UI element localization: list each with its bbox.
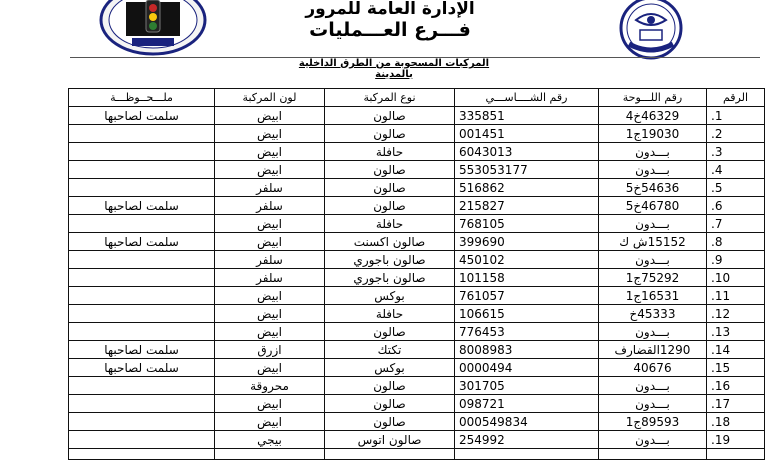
table-row <box>69 161 765 179</box>
cell-chassis: 098721 <box>455 395 599 413</box>
cell-num: .1 <box>707 107 765 125</box>
table-row <box>69 125 765 143</box>
cell-chassis: 0000494 <box>455 359 599 377</box>
cell-color: ابيض <box>215 413 325 431</box>
cell-empty <box>707 449 765 460</box>
cell-type: صالون <box>325 125 455 143</box>
cell-note <box>69 125 215 143</box>
cell-type: صالون <box>325 377 455 395</box>
cell-chassis: 516862 <box>455 179 599 197</box>
table-row <box>69 395 765 413</box>
cell-num: .16 <box>707 377 765 395</box>
col-header-note: ملـــحــوظـــة <box>69 89 215 107</box>
table-row <box>69 179 765 197</box>
cell-note <box>69 431 215 449</box>
cell-note <box>69 395 215 413</box>
cell-note <box>69 251 215 269</box>
cell-plate: 54636خ5 <box>599 179 707 197</box>
cell-type: صالون <box>325 179 455 197</box>
cell-type: حافلة <box>325 215 455 233</box>
cell-empty <box>215 449 325 460</box>
cell-color: ابيض <box>215 125 325 143</box>
cell-plate: بـــدون <box>599 323 707 341</box>
cell-note <box>69 269 215 287</box>
cell-plate: 45333خ <box>599 305 707 323</box>
cell-type: بوكس <box>325 287 455 305</box>
cell-color: ابيض <box>215 395 325 413</box>
cell-color: بيجي <box>215 431 325 449</box>
cell-type: حافلة <box>325 143 455 161</box>
cell-num: .3 <box>707 143 765 161</box>
col-header-color: لون المركبة <box>215 89 325 107</box>
cell-type: صالون <box>325 413 455 431</box>
cell-note <box>69 377 215 395</box>
cell-note <box>69 305 215 323</box>
cell-empty <box>599 449 707 460</box>
cell-plate: 16531ج1 <box>599 287 707 305</box>
col-header-plate: رقم اللـــوحة <box>599 89 707 107</box>
cell-plate: بـــدون <box>599 143 707 161</box>
table-row <box>69 359 765 377</box>
cell-num: .12 <box>707 305 765 323</box>
cell-color: ابيض <box>215 359 325 377</box>
cell-color: ابيض <box>215 305 325 323</box>
cell-color: ابيض <box>215 287 325 305</box>
cell-num: .15 <box>707 359 765 377</box>
cell-chassis: 553053177 <box>455 161 599 179</box>
table-row-cut-off <box>69 449 765 460</box>
table-row <box>69 233 765 251</box>
cell-note <box>69 287 215 305</box>
cell-num: .9 <box>707 251 765 269</box>
cell-color: سلفر <box>215 251 325 269</box>
cell-num: .2 <box>707 125 765 143</box>
cell-num: .8 <box>707 233 765 251</box>
cell-chassis: 301705 <box>455 377 599 395</box>
cell-chassis: 768105 <box>455 215 599 233</box>
cell-plate: بـــدون <box>599 431 707 449</box>
cell-plate: بـــدون <box>599 251 707 269</box>
cell-note: سلمت لصاحبها <box>69 359 215 377</box>
col-header-chassis: رقم الشــــاســـي <box>455 89 599 107</box>
cell-note: سلمت لصاحبها <box>69 197 215 215</box>
cell-color: ابيض <box>215 107 325 125</box>
cell-num: .10 <box>707 269 765 287</box>
cell-chassis: 215827 <box>455 197 599 215</box>
cell-color: ابيض <box>215 143 325 161</box>
cell-chassis: 8008983 <box>455 341 599 359</box>
cell-color: سلفر <box>215 269 325 287</box>
cell-plate: بـــدون <box>599 215 707 233</box>
table-row <box>69 377 765 395</box>
cell-plate: 1290القضارف <box>599 341 707 359</box>
table-row <box>69 305 765 323</box>
cell-note <box>69 143 215 161</box>
table-row <box>69 251 765 269</box>
cell-num: .6 <box>707 197 765 215</box>
cell-plate: 40676 <box>599 359 707 377</box>
cell-type: صالون <box>325 107 455 125</box>
cell-empty <box>325 449 455 460</box>
cell-num: .19 <box>707 431 765 449</box>
cell-num: .5 <box>707 179 765 197</box>
table-row <box>69 323 765 341</box>
cell-color: ابيض <box>215 233 325 251</box>
cell-num: .17 <box>707 395 765 413</box>
cell-num: .7 <box>707 215 765 233</box>
table-row <box>69 143 765 161</box>
cell-chassis: 450102 <box>455 251 599 269</box>
cell-type: صالون اكسنت <box>325 233 455 251</box>
cell-empty <box>455 449 599 460</box>
table-row <box>69 197 765 215</box>
cell-type: صالون اتوس <box>325 431 455 449</box>
cell-type: صالون <box>325 161 455 179</box>
cell-color: ازرق <box>215 341 325 359</box>
cell-plate: 15152ش ك <box>599 233 707 251</box>
cell-chassis: 106615 <box>455 305 599 323</box>
cell-type: بوكس <box>325 359 455 377</box>
cell-plate: بـــدون <box>599 161 707 179</box>
police-emblem-right <box>596 0 706 60</box>
cell-color: سلفر <box>215 179 325 197</box>
cell-chassis: 001451 <box>455 125 599 143</box>
table-row <box>69 341 765 359</box>
cell-type: صالون <box>325 323 455 341</box>
cell-num: .13 <box>707 323 765 341</box>
cell-plate: بـــدون <box>599 395 707 413</box>
cell-color: سلفر <box>215 197 325 215</box>
cell-note: سلمت لصاحبها <box>69 233 215 251</box>
col-header-type: نوع المركبة <box>325 89 455 107</box>
cell-plate: 89593ج1 <box>599 413 707 431</box>
cell-chassis: 6043013 <box>455 143 599 161</box>
cell-chassis: 761057 <box>455 287 599 305</box>
cell-color: محروقة <box>215 377 325 395</box>
cell-type: صالون <box>325 197 455 215</box>
cell-type: صالون باجوري <box>325 269 455 287</box>
cell-note <box>69 413 215 431</box>
table-row <box>69 215 765 233</box>
cell-color: ابيض <box>215 215 325 233</box>
table-row <box>69 269 765 287</box>
cell-note: سلمت لصاحبها <box>69 107 215 125</box>
cell-note <box>69 161 215 179</box>
cell-plate: 75292ج1 <box>599 269 707 287</box>
cell-plate: 46329خ4 <box>599 107 707 125</box>
cell-num: .14 <box>707 341 765 359</box>
cell-type: صالون باجوري <box>325 251 455 269</box>
table-row <box>69 287 765 305</box>
cell-chassis: 335851 <box>455 107 599 125</box>
cell-plate: بـــدون <box>599 377 707 395</box>
cell-type: حافلة <box>325 305 455 323</box>
col-header-number: الرقم <box>707 89 765 107</box>
cell-chassis: 254992 <box>455 431 599 449</box>
cell-chassis: 101158 <box>455 269 599 287</box>
cell-note <box>69 215 215 233</box>
vehicles-table <box>68 88 765 460</box>
table-header-row <box>69 89 765 107</box>
table-body <box>69 107 765 460</box>
traffic-emblem-left <box>98 0 208 56</box>
cell-plate: 19030ج1 <box>599 125 707 143</box>
cell-num: .11 <box>707 287 765 305</box>
header-department: فـــرع العـــمليات <box>309 19 471 41</box>
cell-chassis: 399690 <box>455 233 599 251</box>
cell-num: .4 <box>707 161 765 179</box>
cell-note <box>69 179 215 197</box>
cell-num: .18 <box>707 413 765 431</box>
cell-note <box>69 323 215 341</box>
cell-type: صالون <box>325 395 455 413</box>
document-subtitle: المركبات المسحوبة من الطرق الداخلية بالمدينة <box>298 58 490 80</box>
table-row <box>69 107 765 125</box>
cell-color: ابيض <box>215 161 325 179</box>
cell-note: سلمت لصاحبها <box>69 341 215 359</box>
table-row <box>69 431 765 449</box>
cell-type: تكتك <box>325 341 455 359</box>
cell-plate: 46780خ5 <box>599 197 707 215</box>
cell-chassis: 000549834 <box>455 413 599 431</box>
cell-empty <box>69 449 215 460</box>
cell-color: ابيض <box>215 323 325 341</box>
header-title: الإدارة العامة للمرور <box>305 0 475 19</box>
table-row <box>69 413 765 431</box>
cell-chassis: 776453 <box>455 323 599 341</box>
